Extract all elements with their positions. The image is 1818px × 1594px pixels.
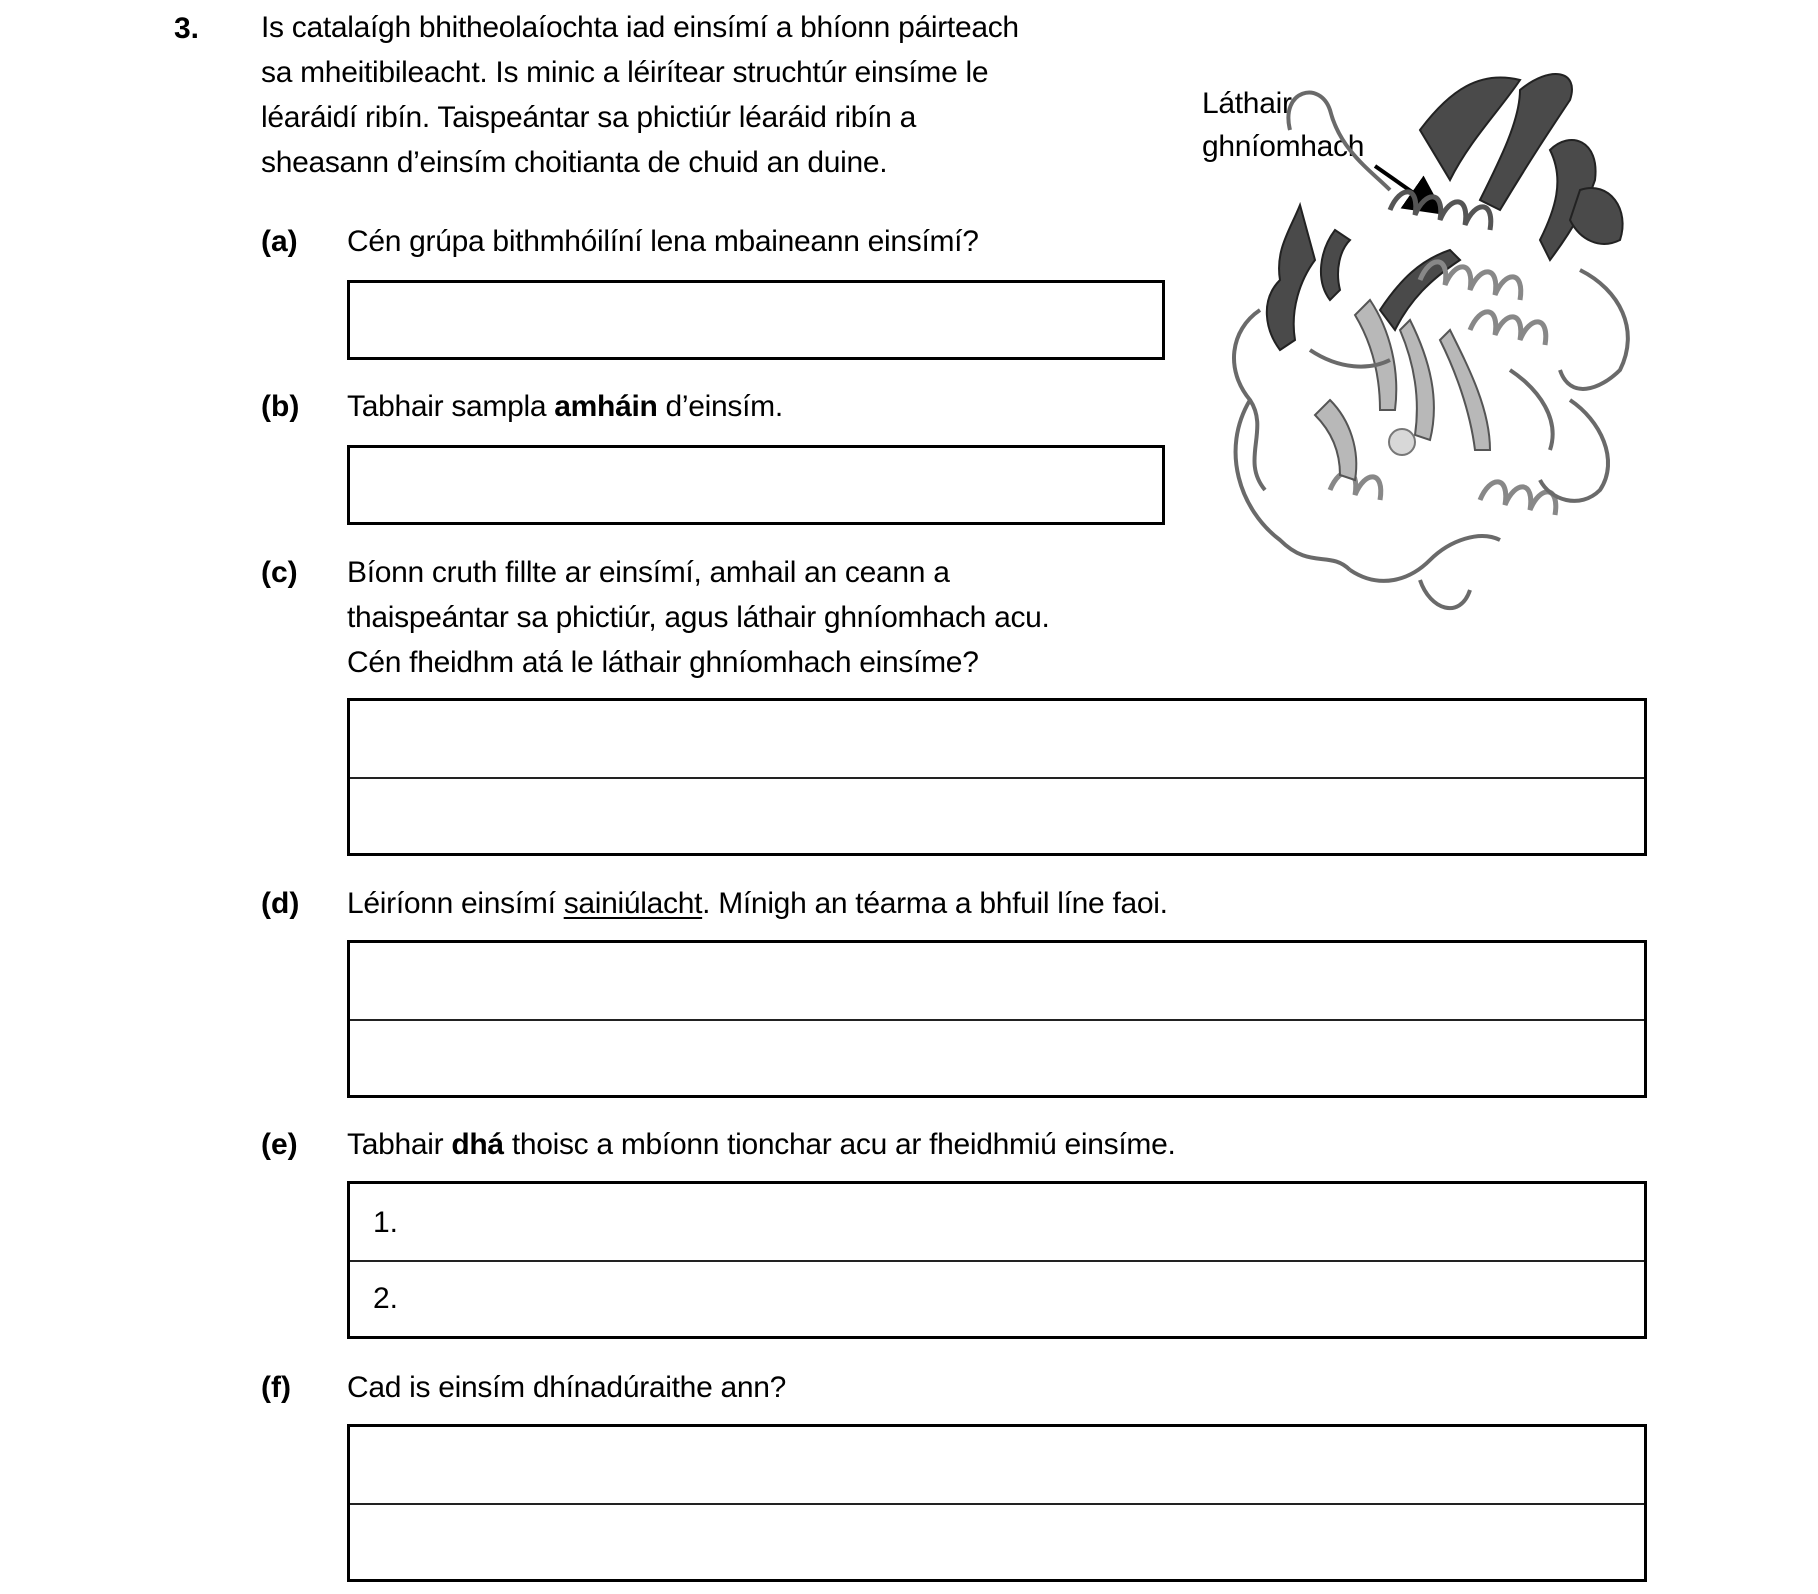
part-a-question: Cén grúpa bithmhóilíní lena mbaineann einsímí? bbox=[347, 225, 979, 258]
intro-line: léaráidí ribín. Taispeántar sa phictiúr léaráid ribín a bbox=[261, 101, 916, 134]
row-number: 1. bbox=[373, 1206, 399, 1239]
question-number: 3. bbox=[174, 12, 200, 45]
part-b-answer-box[interactable] bbox=[347, 445, 1165, 525]
row-number: 2. bbox=[373, 1282, 399, 1315]
protein-ribbon-diagram-icon bbox=[1220, 70, 1660, 640]
underlined-term: sainiúlacht bbox=[563, 887, 703, 920]
intro-line: sa mheitibileacht. Is minic a léirítear struchtúr einsíme le bbox=[261, 56, 989, 89]
part-a-answer-box[interactable] bbox=[347, 280, 1165, 360]
part-a-label: (a) bbox=[261, 225, 298, 258]
part-f-question: Cad is einsím dhínadúraithe ann? bbox=[347, 1371, 787, 1404]
part-b-question: Tabhair sampla amháin d’einsím. bbox=[347, 390, 783, 423]
answer-row-2[interactable] bbox=[350, 1262, 1644, 1338]
part-b-label: (b) bbox=[261, 390, 300, 423]
active-site-label: Láthair ghníomhach bbox=[1202, 87, 1365, 163]
part-c-answer-box[interactable] bbox=[347, 698, 1647, 856]
part-e-answer-box bbox=[347, 1181, 1647, 1339]
intro-line: sheasann d’einsím choitianta de chuid an duine. bbox=[261, 146, 888, 179]
part-d-question: Léiríonn einsímí sainiúlacht. Mínigh an téarma a bhfuil líne faoi. bbox=[347, 887, 1168, 920]
part-f-answer-box[interactable] bbox=[347, 1424, 1647, 1582]
part-e-question: Tabhair dhá thoisc a mbíonn tionchar acu ar fheidhmiú einsíme. bbox=[347, 1128, 1176, 1161]
answer-line-divider bbox=[350, 777, 1644, 779]
part-d-answer-box[interactable] bbox=[347, 940, 1647, 1098]
part-d-label: (d) bbox=[261, 887, 300, 920]
part-c-label: (c) bbox=[261, 556, 298, 589]
emphasis-text: amháin bbox=[554, 390, 658, 423]
answer-line-divider bbox=[350, 1503, 1644, 1505]
question-intro bbox=[261, 5, 1019, 185]
answer-row-1[interactable] bbox=[350, 1184, 1644, 1260]
part-c-question: Bíonn cruth fillte ar einsímí, amhail an ceann a thaispeántar sa phictiúr, agus láthair ghníomhach acu. Cén fheidhm atá le láthair ghníomhach einsíme? bbox=[347, 556, 1050, 679]
intro-line: Is catalaígh bhitheolaíochta iad einsímí a bhíonn páirteach bbox=[261, 11, 1019, 44]
answer-line-divider bbox=[350, 1019, 1644, 1021]
part-e-label: (e) bbox=[261, 1128, 298, 1161]
emphasis-text: dhá bbox=[451, 1128, 504, 1161]
part-f-label: (f) bbox=[261, 1371, 291, 1404]
